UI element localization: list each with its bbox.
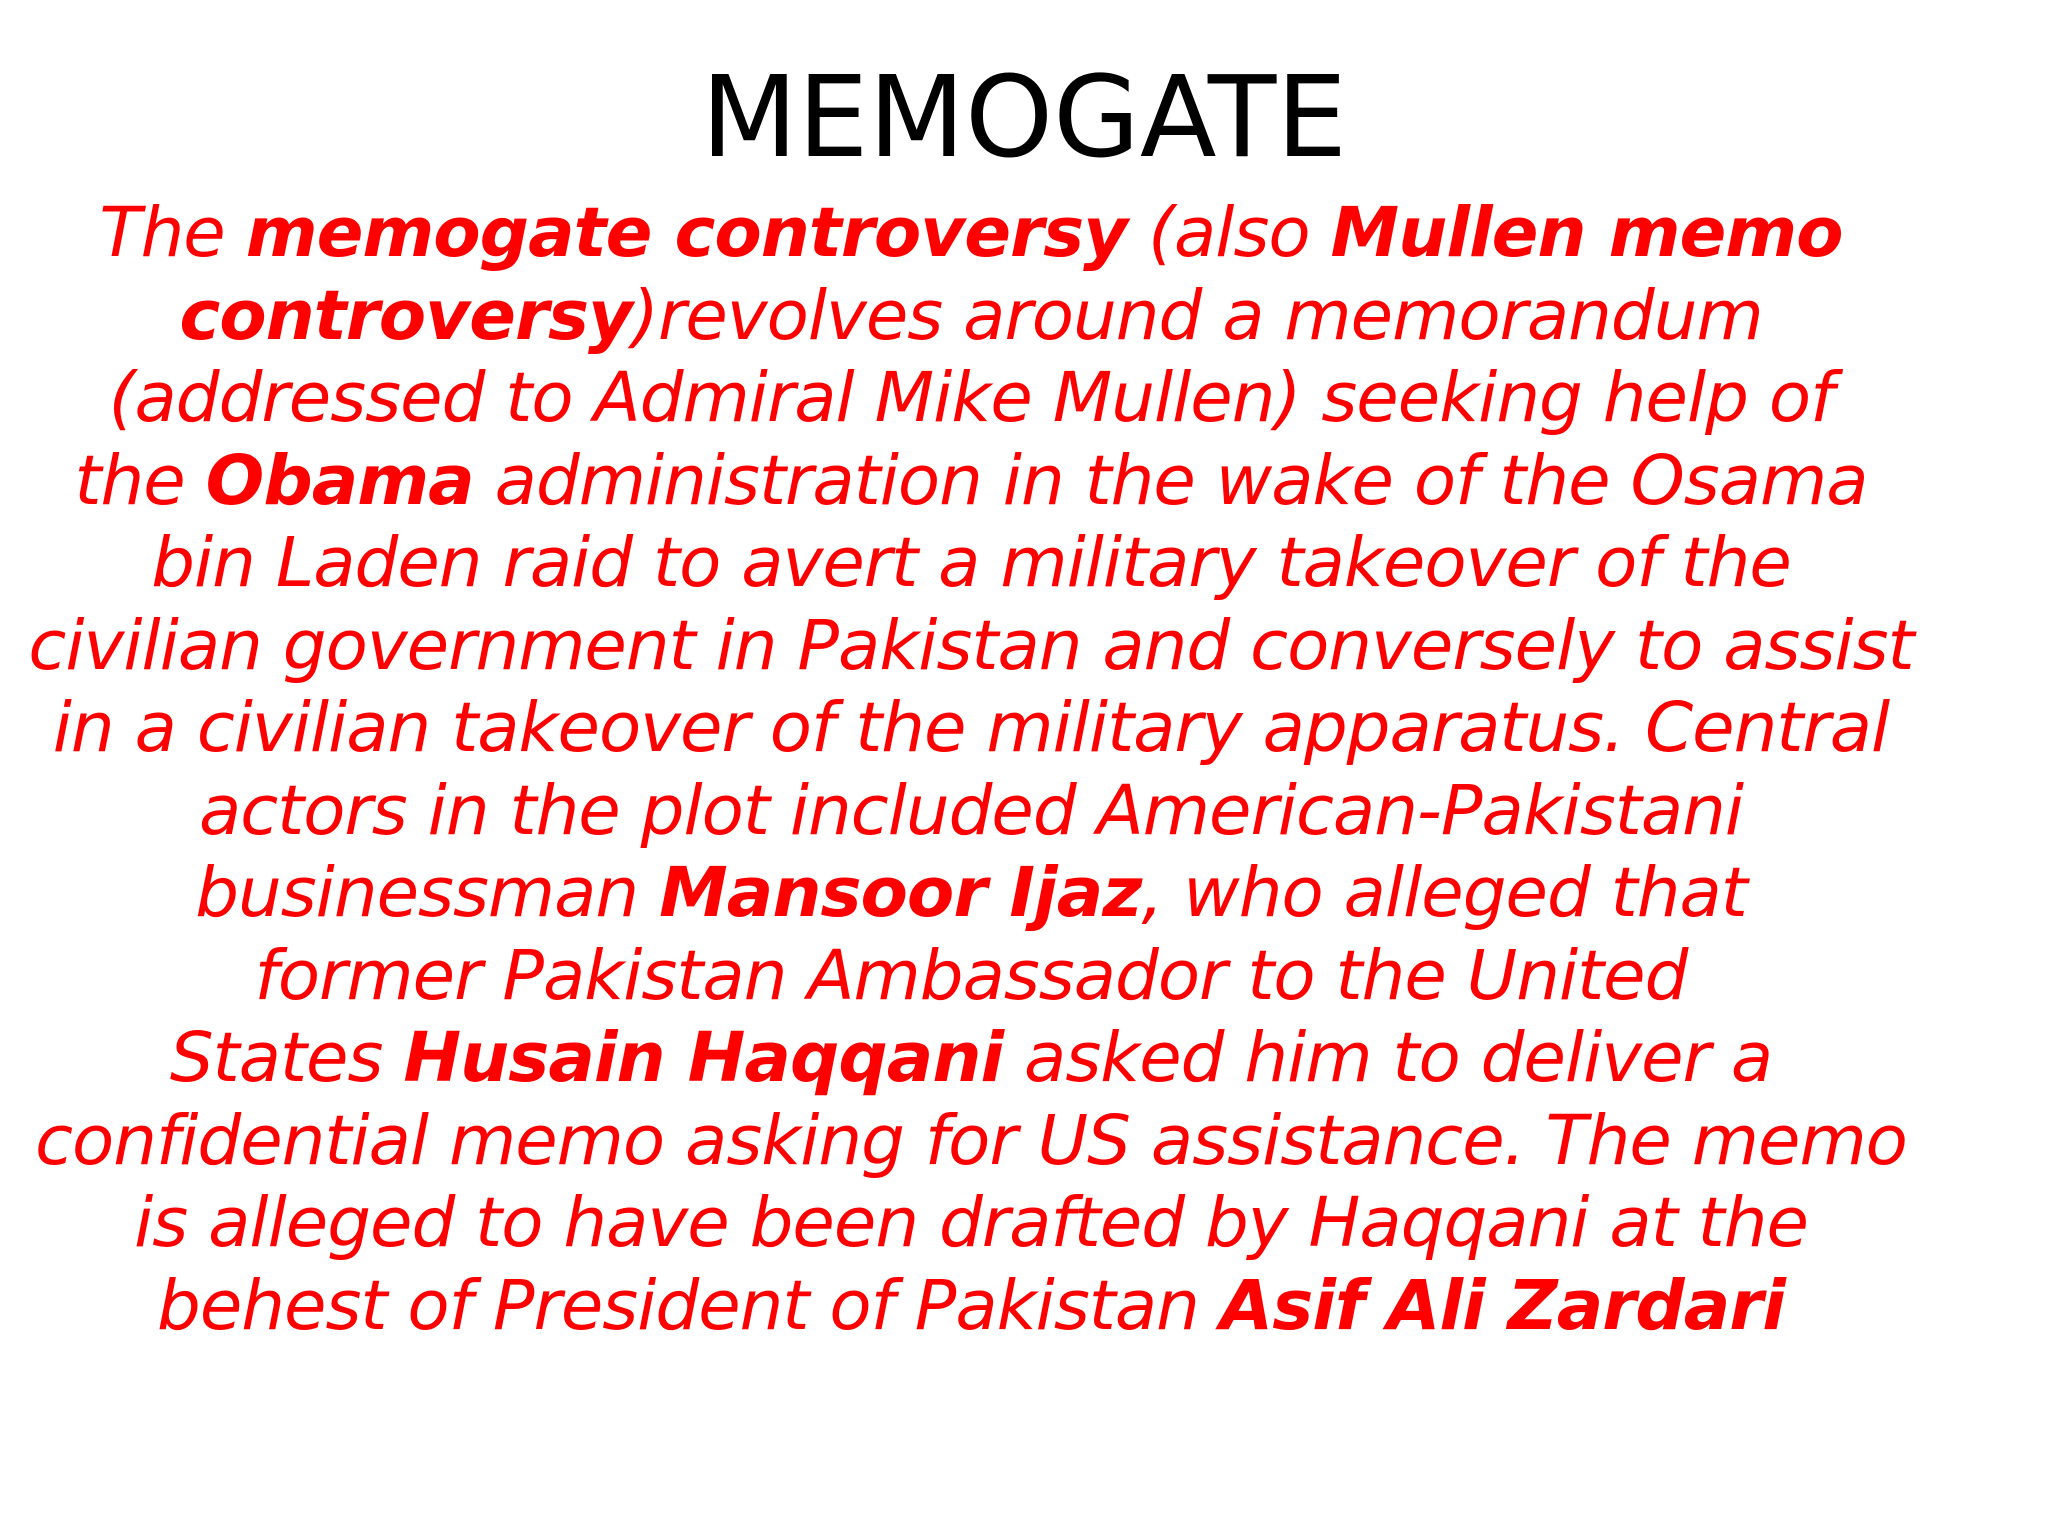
body-text-segment: former Pakistan Ambassador to the United [254, 935, 1688, 1016]
body-text-segment: bin Laden raid to avert a military takeover of the [151, 523, 1791, 603]
body-text-segment: actors in the plot included American-Pakistani [198, 770, 1744, 851]
body-text-segment: confidential memo asking for US assistance. The memo [35, 1100, 1907, 1181]
body-text-segment: )revolves around a memorandum [632, 275, 1763, 356]
body-line [0, 1182, 1942, 1265]
body-text-segment: (addressed to Admiral Mike Mullen) seeking help of [108, 358, 1834, 438]
body-line [0, 935, 1942, 1018]
body-text-segment: behest of President of Pakistan [157, 1265, 1220, 1346]
slide-body-text [0, 192, 1942, 1347]
bold-term: Mansoor Ijaz [659, 853, 1142, 933]
body-text-segment: (also [1127, 193, 1331, 273]
body-text-segment: asked him to deliver a [1003, 1018, 1773, 1098]
body-line [0, 522, 1942, 605]
bold-term: Asif Ali Zardari [1219, 1265, 1785, 1346]
bold-term: Mullen memo [1330, 193, 1843, 273]
body-line [0, 605, 1942, 688]
body-line [0, 1265, 1942, 1348]
body-text-segment: in a civilian takeover of the military apparatus. Central [52, 688, 1890, 768]
body-text-segment: businessman [195, 853, 660, 933]
body-line [0, 1017, 1942, 1100]
body-text-segment: civilian government in Pakistan and conversely to assist [28, 605, 1914, 686]
body-line [0, 1100, 1942, 1183]
bold-term: memogate controversy [245, 193, 1128, 273]
bold-term: Husain Haqqani [403, 1018, 1004, 1098]
body-text-segment: the [74, 440, 206, 521]
body-line [0, 770, 1942, 853]
body-text-segment: , who alleged that [1141, 853, 1747, 933]
body-text-segment: States [169, 1018, 404, 1098]
body-line [0, 275, 1942, 358]
bold-term: controversy [179, 275, 633, 356]
body-line [0, 192, 1942, 275]
bold-term: Obama [205, 440, 474, 521]
body-line [0, 687, 1942, 770]
body-text-segment: The [99, 193, 246, 273]
body-text-segment: is alleged to have been drafted by Haqqani at the [134, 1183, 1808, 1263]
slide-title: MEMOGATE [700, 53, 1348, 183]
body-line [0, 440, 1942, 523]
body-text-segment: administration in the wake of the Osama [473, 440, 1868, 521]
body-line [0, 852, 1942, 935]
body-line [0, 357, 1942, 440]
